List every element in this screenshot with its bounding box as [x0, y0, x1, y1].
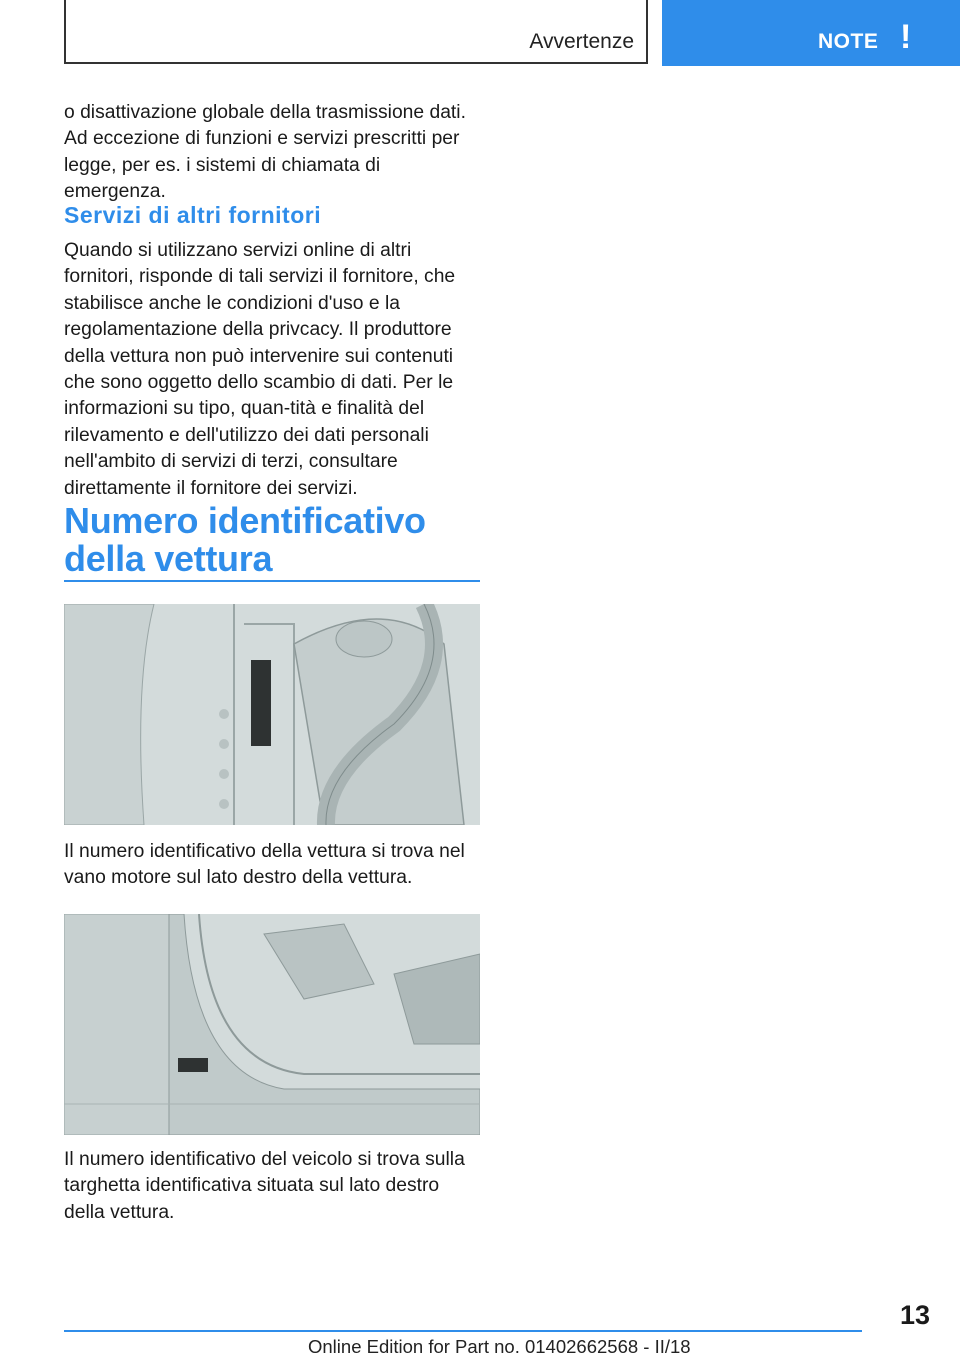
intro-paragraph: o disattivazione globale della trasmissione dati. Ad eccezione di funzioni e servizi prescritti per legge, per es. i sistemi di chiamata di emergenza. — [64, 102, 466, 203]
door-sill-illustration — [64, 914, 480, 1135]
page-number: 13 — [899, 1300, 930, 1330]
caption-block-2 — [64, 1147, 482, 1226]
third-party-paragraph: Quando si utilizzano servizi online di altri fornitori, risponde di tali servizi il fornitore, che stabilisce anche le condizioni d'uso e la regolamentazione della privcacy. Il produttore della vettura non può intervenire sui contenuti che sono oggetto dello scambio di dati. Per le informazioni su tipo, quan‐tità e finalità del rilevamento e dell'utilizzo dei dati personali nell'ambito di servizi di terzi, consultare direttamente il fornitore dei servizi. — [64, 240, 456, 499]
footer-rule — [64, 1330, 862, 1332]
caption-door-sill: Il numero identificativo del veicolo si trova sulla targhetta identificativa situata sul lato destro della vettura. — [64, 1149, 465, 1223]
engine-bay-illustration — [64, 604, 480, 825]
section-heading-vin: Numero identificativo della vettura — [64, 500, 426, 579]
header-tab-label: NOTE — [818, 30, 879, 53]
footer-edition: Online Edition for Part no. 01402662568 - II/18 — [308, 1336, 691, 1357]
section-heading-third-party: Servizi di altri fornitori — [64, 202, 322, 228]
caption-block-1 — [64, 839, 482, 892]
header-section-title: Avvertenze — [529, 30, 634, 53]
caption-engine-bay: Il numero identificativo della vettura si trova nel vano motore sul lato destro della vettura. — [64, 841, 465, 889]
header-section-box — [64, 0, 648, 64]
heading-rule — [64, 580, 480, 582]
third-party-block — [64, 238, 482, 502]
intro-block — [64, 100, 482, 206]
exclamation-icon: ! — [900, 18, 912, 56]
header-tab — [662, 0, 960, 66]
